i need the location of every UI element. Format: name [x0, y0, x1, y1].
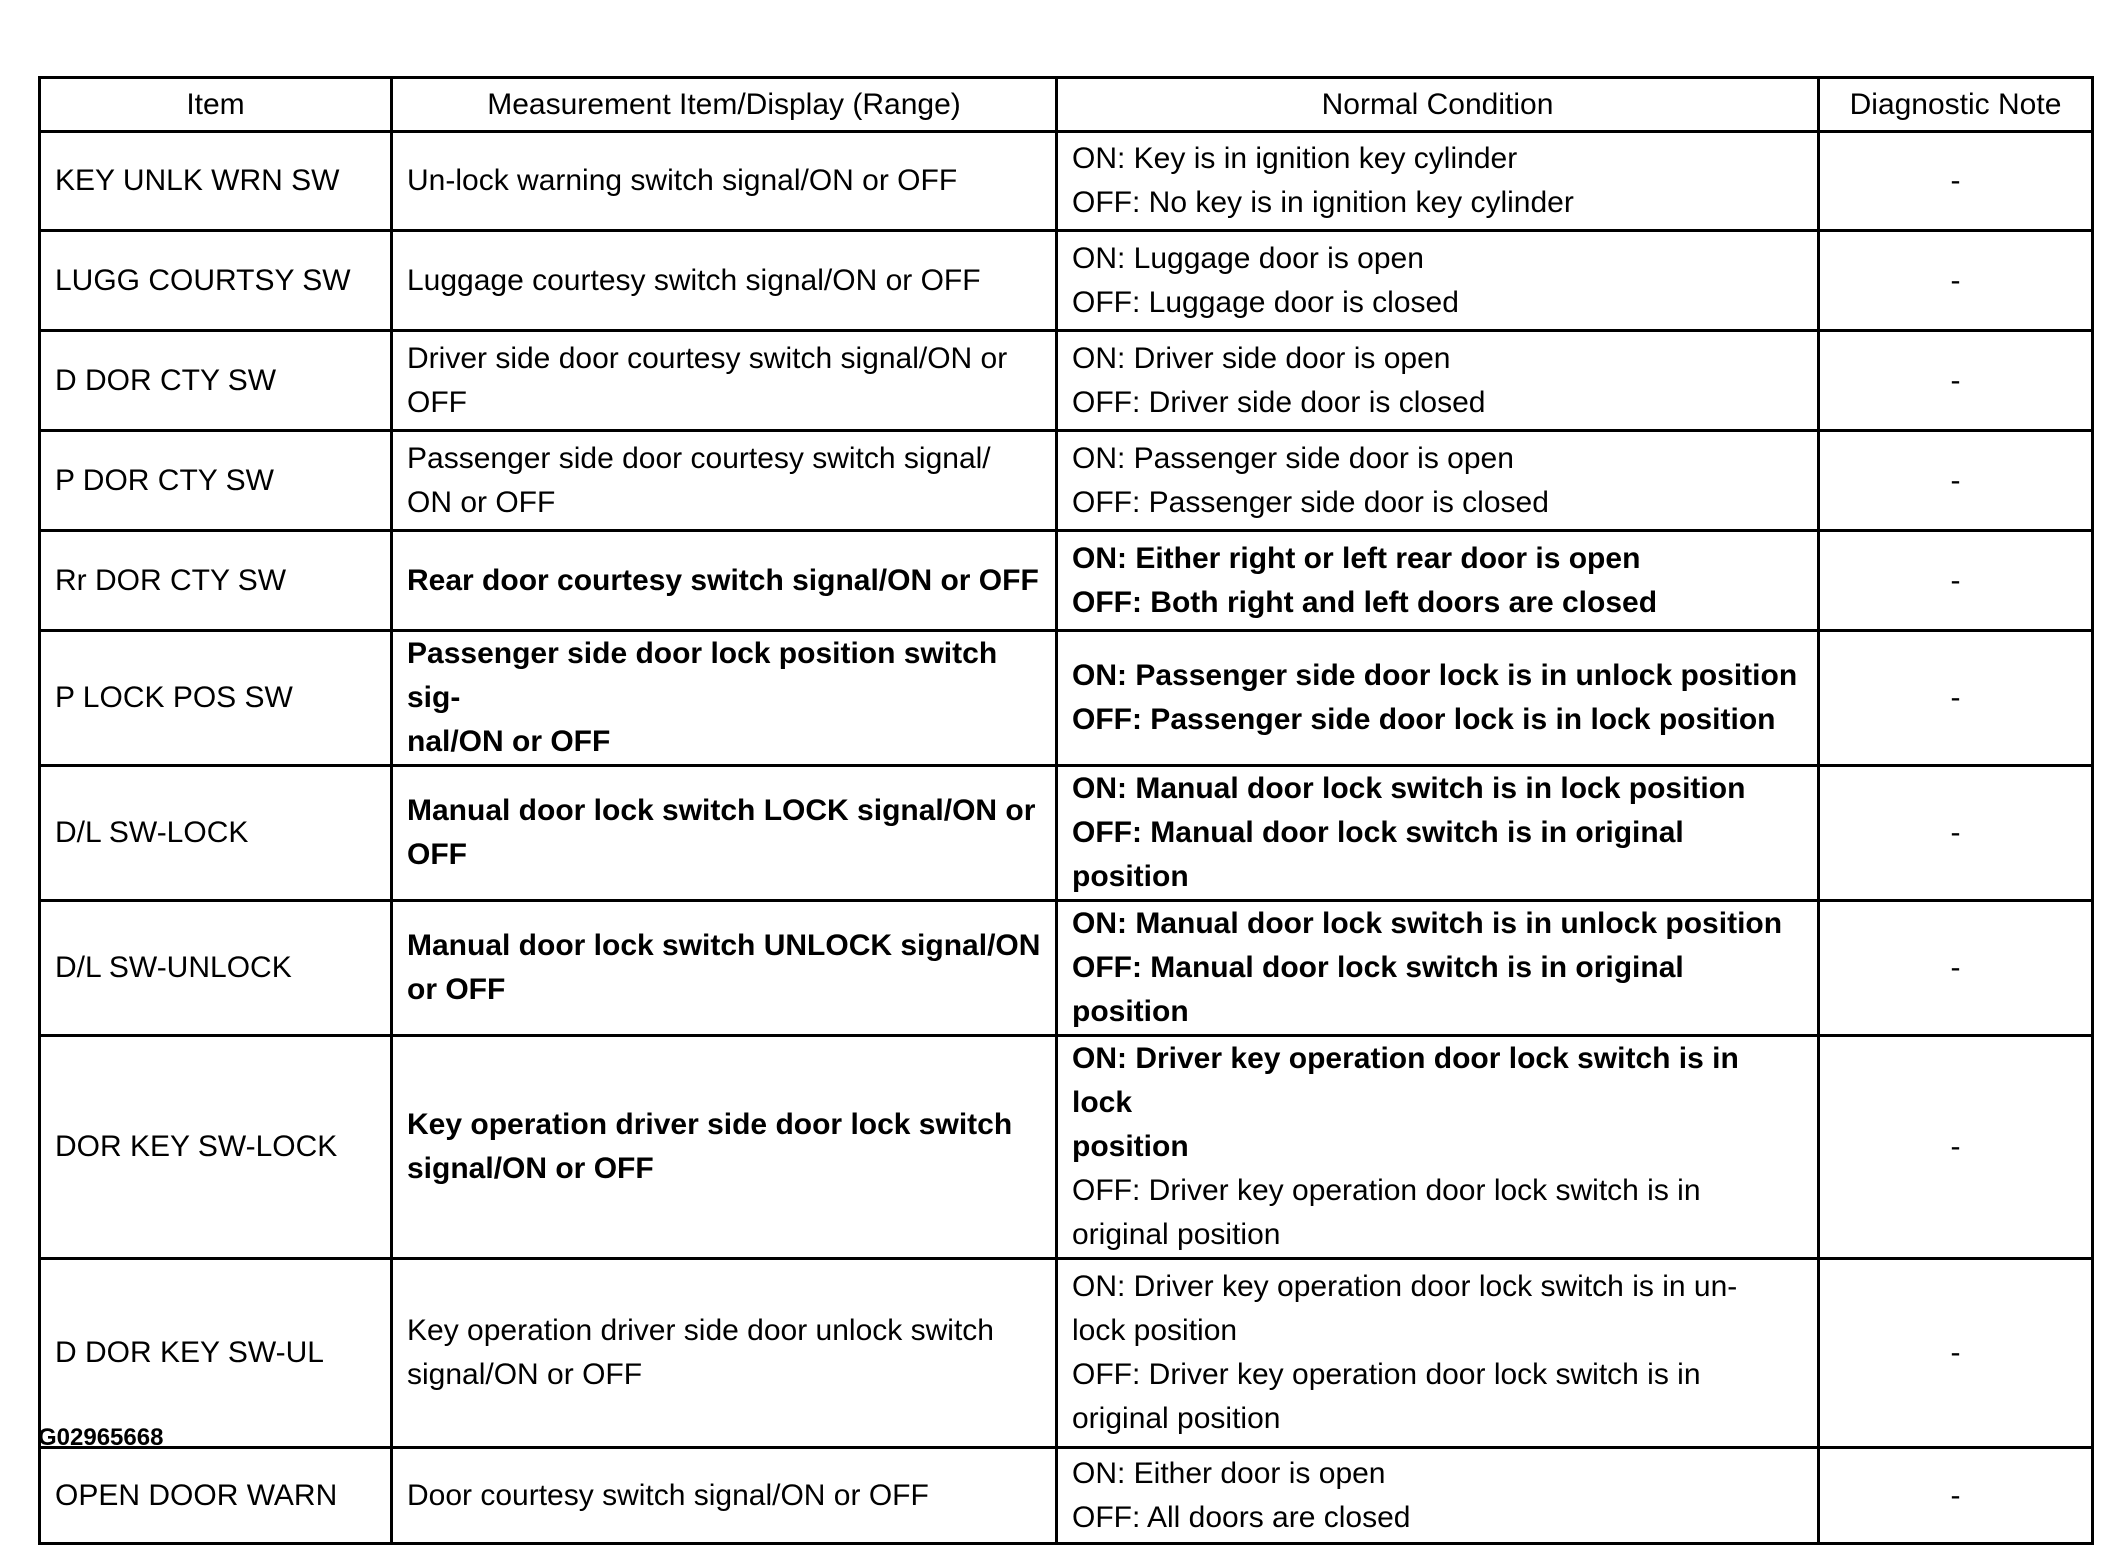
table-row [40, 231, 2093, 331]
measurement-line: OFF [407, 838, 467, 871]
cell-condition [1057, 531, 1819, 631]
table-row [40, 901, 2093, 1036]
condition-line: original position [1072, 1218, 1281, 1251]
condition-line: OFF: Driver side door is closed [1072, 385, 1486, 419]
measurement-line: or OFF [407, 973, 506, 1006]
cell-note: - [1819, 531, 2093, 631]
measurement-line: Manual door lock switch LOCK signal/ON or [407, 794, 1036, 827]
condition-line: ON: Either right or left rear door is open [1072, 541, 1641, 575]
measurement-line: Door courtesy switch signal/ON or OFF [407, 1478, 929, 1512]
cell-measurement [392, 431, 1057, 531]
condition-line: ON: Driver key operation door lock switch is in lock [1072, 1042, 1739, 1119]
measurement-line: Un-lock warning switch signal/ON or OFF [407, 164, 958, 197]
measurement-line: Luggage courtesy switch signal/ON or OFF [407, 263, 981, 297]
cell-measurement [392, 766, 1057, 901]
condition-line: ON: Manual door lock switch is in unlock position [1072, 907, 1783, 940]
condition-line: ON: Manual door lock switch is in lock position [1072, 772, 1746, 805]
cell-measurement [392, 901, 1057, 1036]
cell-measurement [392, 1448, 1057, 1544]
table-row [40, 431, 2093, 531]
condition-line: OFF: Passenger side door is closed [1072, 485, 1549, 519]
cell-note: - [1819, 132, 2093, 231]
cell-item: D/L SW-UNLOCK [40, 901, 392, 1036]
cell-item: D DOR KEY SW-UL [40, 1259, 392, 1448]
measurement-line: ON or OFF [407, 485, 556, 519]
measurement-line: Driver side door courtesy switch signal/ON or [407, 341, 1008, 375]
cell-condition [1057, 1036, 1819, 1259]
condition-line: ON: Either door is open [1072, 1456, 1386, 1490]
cell-condition [1057, 431, 1819, 531]
cell-item: Rr DOR CTY SW [40, 531, 392, 631]
cell-note: - [1819, 631, 2093, 766]
cell-item: D/L SW-LOCK [40, 766, 392, 901]
cell-measurement [392, 331, 1057, 431]
cell-condition [1057, 231, 1819, 331]
table-row [40, 531, 2093, 631]
measurement-line: OFF [407, 385, 467, 419]
measurement-line: Key operation driver side door lock switch [407, 1108, 1013, 1141]
condition-line: OFF: Passenger side door lock is in lock position [1072, 703, 1776, 736]
measurement-line: nal/ON or OFF [407, 725, 611, 758]
condition-line: ON: Passenger side door lock is in unlock position [1072, 659, 1798, 692]
figure-reference-code: G02965668 [38, 1424, 164, 1451]
cell-note: - [1819, 331, 2093, 431]
table-row [40, 1448, 2093, 1544]
condition-line: OFF: No key is in ignition key cylinder [1072, 186, 1574, 219]
cell-measurement [392, 231, 1057, 331]
table-row [40, 1036, 2093, 1259]
table-row [40, 132, 2093, 231]
cell-measurement [392, 531, 1057, 631]
cell-condition [1057, 132, 1819, 231]
cell-item: LUGG COURTSY SW [40, 231, 392, 331]
condition-line: ON: Driver side door is open [1072, 341, 1451, 375]
cell-measurement [392, 132, 1057, 231]
measurement-line: Manual door lock switch UNLOCK signal/ON [407, 929, 1041, 962]
cell-item: P LOCK POS SW [40, 631, 392, 766]
cell-measurement [392, 1036, 1057, 1259]
cell-note: - [1819, 231, 2093, 331]
condition-line: OFF: Both right and left doors are closed [1072, 585, 1658, 619]
header-normal-condition: Normal Condition [1057, 78, 1819, 132]
measurement-line: Passenger side door courtesy switch signal/ [407, 441, 991, 475]
table-row [40, 331, 2093, 431]
condition-line: ON: Driver key operation door lock switch is in un- [1072, 1270, 1738, 1303]
condition-line: ON: Passenger side door is open [1072, 441, 1514, 475]
measurement-line: Rear door courtesy switch signal/ON or OFF [407, 563, 1039, 597]
cell-item: KEY UNLK WRN SW [40, 132, 392, 231]
cell-item: P DOR CTY SW [40, 431, 392, 531]
condition-line: OFF: Driver key operation door lock switch is in [1072, 1174, 1701, 1207]
condition-line: original position [1072, 1402, 1281, 1435]
condition-line: position [1072, 1130, 1189, 1163]
cell-measurement [392, 1259, 1057, 1448]
cell-note: - [1819, 901, 2093, 1036]
table-row [40, 766, 2093, 901]
table-header-row [40, 78, 2093, 132]
cell-condition [1057, 331, 1819, 431]
measurement-line: signal/ON or OFF [407, 1152, 654, 1185]
cell-item: DOR KEY SW-LOCK [40, 1036, 392, 1259]
cell-note: - [1819, 431, 2093, 531]
cell-condition [1057, 901, 1819, 1036]
cell-measurement [392, 631, 1057, 766]
cell-note: - [1819, 1448, 2093, 1544]
cell-condition [1057, 1259, 1819, 1448]
cell-item: D DOR CTY SW [40, 331, 392, 431]
condition-line: ON: Luggage door is open [1072, 241, 1424, 275]
measurement-line: Key operation driver side door unlock switch [407, 1314, 994, 1347]
cell-condition [1057, 631, 1819, 766]
condition-line: OFF: Driver key operation door lock switch is in [1072, 1358, 1701, 1391]
table-row [40, 1259, 2093, 1448]
header-diagnostic-note: Diagnostic Note [1819, 78, 2093, 132]
header-measurement: Measurement Item/Display (Range) [392, 78, 1057, 132]
cell-condition [1057, 766, 1819, 901]
cell-condition [1057, 1448, 1819, 1544]
cell-note: - [1819, 1259, 2093, 1448]
condition-line: lock position [1072, 1314, 1238, 1347]
diagnostic-table [38, 76, 2094, 1545]
header-item: Item [40, 78, 392, 132]
measurement-line: signal/ON or OFF [407, 1358, 643, 1391]
condition-line: OFF: All doors are closed [1072, 1500, 1411, 1534]
condition-line: OFF: Manual door lock switch is in original position [1072, 951, 1684, 1028]
cell-item: OPEN DOOR WARN [40, 1448, 392, 1544]
condition-line: OFF: Luggage door is closed [1072, 285, 1459, 319]
cell-note: - [1819, 766, 2093, 901]
cell-note: - [1819, 1036, 2093, 1259]
condition-line: ON: Key is in ignition key cylinder [1072, 142, 1518, 175]
table-row [40, 631, 2093, 766]
measurement-line: Passenger side door lock position switch sig- [407, 637, 998, 714]
condition-line: OFF: Manual door lock switch is in original position [1072, 816, 1684, 893]
